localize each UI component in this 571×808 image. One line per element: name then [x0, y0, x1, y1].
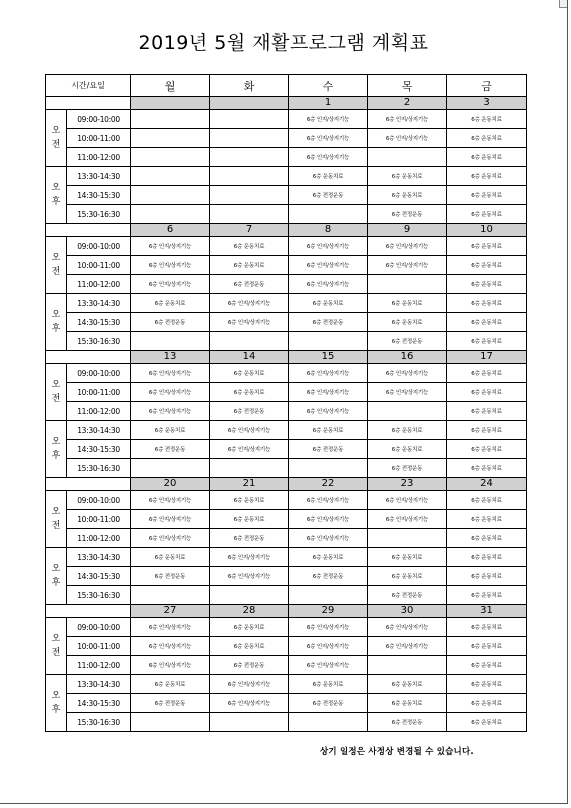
program-cell: 6층 운동치료 [289, 675, 368, 694]
program-cell: 6층 운동치료 [210, 510, 289, 529]
program-cell: 6층 전정운동 [368, 332, 447, 351]
date-cell: 27 [131, 605, 210, 618]
time-slot-row [46, 421, 527, 440]
pm-text: 오후 [51, 564, 61, 588]
program-cell [131, 148, 210, 167]
time-slot-row [46, 567, 527, 586]
program-cell: 6층 인지/상지기능 [131, 275, 210, 294]
date-cell: 16 [368, 351, 447, 364]
program-cell: 6층 인지/상지기능 [210, 421, 289, 440]
program-cell: 6층 인지/상지기능 [368, 491, 447, 510]
header-day: 화 [210, 75, 289, 97]
am-label [46, 364, 67, 421]
date-row-spacer [46, 351, 131, 364]
program-cell [368, 402, 447, 421]
program-cell: 6층 운동치료 [447, 294, 527, 313]
program-cell: 6층 운동치료 [368, 440, 447, 459]
header-row [46, 75, 527, 97]
time-slot-row [46, 256, 527, 275]
program-cell [210, 148, 289, 167]
time-label: 15:30-16:30 [67, 205, 131, 224]
time-slot-row [46, 383, 527, 402]
program-cell [131, 586, 210, 605]
date-cell: 2 [368, 97, 447, 110]
program-cell: 6층 운동치료 [131, 675, 210, 694]
date-row-spacer [46, 478, 131, 491]
program-cell: 6층 운동치료 [210, 491, 289, 510]
program-cell: 6층 운동치료 [131, 294, 210, 313]
date-cell: 30 [368, 605, 447, 618]
program-cell: 6층 인지/상지기능 [210, 694, 289, 713]
time-slot-row [46, 205, 527, 224]
program-cell: 6층 인지/상지기능 [210, 567, 289, 586]
time-label: 14:30-15:30 [67, 186, 131, 205]
time-slot-row [46, 313, 527, 332]
program-cell: 6층 운동치료 [368, 548, 447, 567]
program-cell: 6층 운동치료 [447, 364, 527, 383]
week-date-row [46, 605, 527, 618]
program-cell [289, 205, 368, 224]
am-text: 오전 [51, 253, 61, 277]
time-slot-row [46, 294, 527, 313]
date-cell: 9 [368, 224, 447, 237]
time-label: 10:00-11:00 [67, 510, 131, 529]
time-label: 10:00-11:00 [67, 637, 131, 656]
program-cell: 6층 운동치료 [447, 383, 527, 402]
program-cell: 6층 인지/상지기능 [131, 237, 210, 256]
time-slot-row [46, 548, 527, 567]
am-label [46, 237, 67, 294]
program-cell: 6층 인지/상지기능 [368, 129, 447, 148]
program-cell: 6층 전정운동 [131, 313, 210, 332]
date-cell: 17 [447, 351, 527, 364]
program-cell: 6층 운동치료 [368, 567, 447, 586]
program-cell: 6층 운동치료 [447, 694, 527, 713]
time-slot-row [46, 656, 527, 675]
program-cell: 6층 인지/상지기능 [131, 364, 210, 383]
program-cell: 6층 인지/상지기능 [289, 383, 368, 402]
program-cell: 6층 운동치료 [368, 186, 447, 205]
program-cell: 6층 운동치료 [447, 256, 527, 275]
time-slot-row [46, 110, 527, 129]
program-cell: 6층 운동치료 [447, 129, 527, 148]
program-cell: 6층 운동치료 [368, 294, 447, 313]
schedule-body [46, 97, 527, 732]
time-label: 14:30-15:30 [67, 313, 131, 332]
program-cell: 6층 인지/상지기능 [131, 383, 210, 402]
time-slot-row [46, 167, 527, 186]
time-label: 09:00-10:00 [67, 491, 131, 510]
program-cell [210, 129, 289, 148]
program-cell: 6층 운동치료 [131, 548, 210, 567]
time-label: 14:30-15:30 [67, 440, 131, 459]
program-cell: 6층 인지/상지기능 [289, 491, 368, 510]
header-day: 금 [447, 75, 527, 97]
program-cell [210, 586, 289, 605]
date-row-spacer [46, 605, 131, 618]
time-slot-row [46, 713, 527, 732]
program-cell: 6층 운동치료 [289, 548, 368, 567]
pm-text: 오후 [51, 310, 61, 334]
week-date-row [46, 224, 527, 237]
program-cell: 6층 인지/상지기능 [368, 383, 447, 402]
program-cell [368, 656, 447, 675]
time-label: 14:30-15:30 [67, 694, 131, 713]
program-cell: 6층 운동치료 [447, 313, 527, 332]
program-cell: 6층 전정운동 [368, 586, 447, 605]
program-cell: 6층 운동치료 [447, 548, 527, 567]
time-label: 10:00-11:00 [67, 256, 131, 275]
program-cell: 6층 인지/상지기능 [289, 148, 368, 167]
date-cell: 21 [210, 478, 289, 491]
program-cell: 6층 전정운동 [289, 694, 368, 713]
program-cell [289, 332, 368, 351]
program-cell: 6층 인지/상지기능 [368, 637, 447, 656]
time-slot-row [46, 186, 527, 205]
program-cell: 6층 인지/상지기능 [289, 618, 368, 637]
pm-label [46, 294, 67, 351]
schedule-table [45, 74, 527, 732]
program-cell: 6층 운동치료 [210, 364, 289, 383]
date-cell: 22 [289, 478, 368, 491]
header-corner: 시간/요일 [46, 75, 131, 97]
program-cell: 6층 운동치료 [447, 675, 527, 694]
program-cell: 6층 인지/상지기능 [131, 618, 210, 637]
time-label: 10:00-11:00 [67, 129, 131, 148]
program-cell [131, 332, 210, 351]
page-title: 2019년 5월 재활프로그램 계획표 [138, 32, 429, 54]
program-cell [131, 110, 210, 129]
program-cell [210, 713, 289, 732]
program-cell: 6층 운동치료 [447, 586, 527, 605]
program-cell: 6층 인지/상지기능 [368, 237, 447, 256]
program-cell [131, 205, 210, 224]
program-cell: 6층 전정운동 [368, 713, 447, 732]
program-cell: 6층 전정운동 [210, 529, 289, 548]
time-label: 13:30-14:30 [67, 167, 131, 186]
program-cell [131, 186, 210, 205]
date-cell: 24 [447, 478, 527, 491]
time-label: 13:30-14:30 [67, 675, 131, 694]
date-cell: 23 [368, 478, 447, 491]
time-label: 09:00-10:00 [67, 110, 131, 129]
program-cell: 6층 운동치료 [447, 618, 527, 637]
program-cell: 6층 운동치료 [447, 567, 527, 586]
header-day: 목 [368, 75, 447, 97]
program-cell: 6층 인지/상지기능 [131, 529, 210, 548]
program-cell: 6층 운동치료 [447, 421, 527, 440]
program-cell: 6층 전정운동 [289, 313, 368, 332]
program-cell: 6층 운동치료 [289, 421, 368, 440]
time-slot-row [46, 275, 527, 294]
program-cell [368, 529, 447, 548]
program-cell: 6층 인지/상지기능 [131, 402, 210, 421]
am-text: 오전 [51, 126, 61, 150]
date-cell [210, 97, 289, 110]
week-date-row [46, 97, 527, 110]
program-cell: 6층 운동치료 [210, 256, 289, 275]
program-cell: 6층 인지/상지기능 [289, 656, 368, 675]
program-cell: 6층 인지/상지기능 [210, 548, 289, 567]
program-cell: 6층 운동치료 [447, 186, 527, 205]
am-label [46, 618, 67, 675]
time-slot-row [46, 402, 527, 421]
time-slot-row [46, 694, 527, 713]
program-cell: 6층 전정운동 [368, 205, 447, 224]
program-cell: 6층 인지/상지기능 [289, 637, 368, 656]
program-cell: 6층 운동치료 [447, 237, 527, 256]
program-cell: 6층 운동치료 [368, 167, 447, 186]
time-label: 09:00-10:00 [67, 618, 131, 637]
date-cell: 20 [131, 478, 210, 491]
program-cell: 6층 운동치료 [447, 440, 527, 459]
pm-label [46, 421, 67, 478]
time-label: 15:30-16:30 [67, 459, 131, 478]
date-cell: 14 [210, 351, 289, 364]
time-slot-row [46, 491, 527, 510]
program-cell: 6층 운동치료 [289, 294, 368, 313]
pm-text: 오후 [51, 691, 61, 715]
time-label: 11:00-12:00 [67, 275, 131, 294]
program-cell: 6층 인지/상지기능 [131, 510, 210, 529]
program-cell: 6층 인지/상지기능 [368, 618, 447, 637]
time-slot-row [46, 637, 527, 656]
program-cell: 6층 인지/상지기능 [289, 129, 368, 148]
time-slot-row [46, 148, 527, 167]
time-slot-row [46, 237, 527, 256]
program-cell: 6층 운동치료 [447, 205, 527, 224]
time-slot-row [46, 510, 527, 529]
program-cell: 6층 전정운동 [131, 694, 210, 713]
program-cell [131, 167, 210, 186]
program-cell: 6층 인지/상지기능 [210, 313, 289, 332]
program-cell [210, 332, 289, 351]
footer-note: 상기 일정은 사정상 변경될 수 있습니다. [320, 747, 474, 757]
program-cell: 6층 인지/상지기능 [368, 256, 447, 275]
pm-label [46, 548, 67, 605]
program-cell [131, 129, 210, 148]
time-slot-row [46, 586, 527, 605]
program-cell [289, 459, 368, 478]
program-cell: 6층 운동치료 [289, 167, 368, 186]
program-cell: 6층 전정운동 [289, 567, 368, 586]
time-label: 13:30-14:30 [67, 548, 131, 567]
date-cell: 7 [210, 224, 289, 237]
date-cell: 15 [289, 351, 368, 364]
program-cell: 6층 인지/상지기능 [210, 440, 289, 459]
time-slot-row [46, 129, 527, 148]
time-label: 13:30-14:30 [67, 421, 131, 440]
am-text: 오전 [51, 380, 61, 404]
program-cell: 6층 운동치료 [447, 148, 527, 167]
header-day: 수 [289, 75, 368, 97]
program-cell [210, 459, 289, 478]
program-cell: 6층 운동치료 [447, 275, 527, 294]
am-label [46, 491, 67, 548]
time-label: 11:00-12:00 [67, 402, 131, 421]
program-cell: 6층 운동치료 [447, 459, 527, 478]
program-cell: 6층 운동치료 [447, 637, 527, 656]
time-slot-row [46, 332, 527, 351]
program-cell: 6층 운동치료 [210, 383, 289, 402]
am-text: 오전 [51, 634, 61, 658]
program-cell: 6층 운동치료 [447, 510, 527, 529]
program-cell: 6층 운동치료 [368, 313, 447, 332]
program-cell: 6층 운동치료 [210, 237, 289, 256]
date-cell [131, 97, 210, 110]
program-cell: 6층 전정운동 [289, 186, 368, 205]
date-row-spacer [46, 224, 131, 237]
program-cell: 6층 운동치료 [210, 618, 289, 637]
program-cell: 6층 전정운동 [131, 567, 210, 586]
program-cell [289, 713, 368, 732]
pm-text: 오후 [51, 437, 61, 461]
program-cell: 6층 인지/상지기능 [289, 256, 368, 275]
time-label: 13:30-14:30 [67, 294, 131, 313]
time-label: 15:30-16:30 [67, 586, 131, 605]
program-cell: 6층 운동치료 [447, 332, 527, 351]
program-cell: 6층 인지/상지기능 [131, 256, 210, 275]
time-label: 15:30-16:30 [67, 332, 131, 351]
program-cell [131, 713, 210, 732]
time-label: 11:00-12:00 [67, 148, 131, 167]
time-slot-row [46, 459, 527, 478]
program-cell: 6층 인지/상지기능 [210, 294, 289, 313]
program-cell [368, 148, 447, 167]
program-cell: 6층 전정운동 [210, 656, 289, 675]
program-cell: 6층 인지/상지기능 [368, 364, 447, 383]
header-day: 월 [131, 75, 210, 97]
program-cell: 6층 운동치료 [131, 421, 210, 440]
program-cell: 6층 인지/상지기능 [289, 402, 368, 421]
pm-text: 오후 [51, 183, 61, 207]
program-cell: 6층 인지/상지기능 [131, 491, 210, 510]
week-date-row [46, 478, 527, 491]
pm-label [46, 675, 67, 732]
program-cell: 6층 인지/상지기능 [289, 364, 368, 383]
program-cell: 6층 운동치료 [447, 529, 527, 548]
time-slot-row [46, 675, 527, 694]
program-cell: 6층 운동치료 [447, 713, 527, 732]
time-label: 11:00-12:00 [67, 656, 131, 675]
date-cell: 31 [447, 605, 527, 618]
date-cell: 1 [289, 97, 368, 110]
am-label [46, 110, 67, 167]
program-cell: 6층 인지/상지기능 [289, 237, 368, 256]
program-cell: 6층 운동치료 [447, 110, 527, 129]
date-cell: 13 [131, 351, 210, 364]
date-cell: 10 [447, 224, 527, 237]
am-text: 오전 [51, 507, 61, 531]
program-cell: 6층 운동치료 [368, 675, 447, 694]
program-cell [210, 167, 289, 186]
time-slot-row [46, 440, 527, 459]
program-cell: 6층 운동치료 [447, 167, 527, 186]
program-cell: 6층 운동치료 [368, 694, 447, 713]
program-cell: 6층 전정운동 [131, 440, 210, 459]
program-cell: 6층 운동치료 [447, 656, 527, 675]
program-cell [210, 186, 289, 205]
program-cell: 6층 운동치료 [447, 402, 527, 421]
program-cell: 6층 운동치료 [447, 491, 527, 510]
page-corner-marker [559, 0, 567, 8]
program-cell: 6층 인지/상지기능 [289, 529, 368, 548]
date-cell: 29 [289, 605, 368, 618]
program-cell: 6층 인지/상지기능 [368, 110, 447, 129]
week-date-row [46, 351, 527, 364]
program-cell [210, 110, 289, 129]
date-cell: 3 [447, 97, 527, 110]
time-slot-row [46, 529, 527, 548]
program-cell: 6층 인지/상지기능 [210, 675, 289, 694]
program-cell: 6층 전정운동 [210, 402, 289, 421]
program-cell: 6층 인지/상지기능 [289, 110, 368, 129]
program-cell: 6층 전정운동 [368, 459, 447, 478]
program-cell: 6층 전정운동 [210, 275, 289, 294]
pm-label [46, 167, 67, 224]
program-cell: 6층 전정운동 [289, 440, 368, 459]
time-slot-row [46, 364, 527, 383]
program-cell: 6층 인지/상지기능 [131, 656, 210, 675]
time-label: 09:00-10:00 [67, 364, 131, 383]
program-cell: 6층 운동치료 [210, 637, 289, 656]
time-label: 11:00-12:00 [67, 529, 131, 548]
program-cell [368, 275, 447, 294]
date-cell: 8 [289, 224, 368, 237]
date-cell: 6 [131, 224, 210, 237]
program-cell: 6층 인지/상지기능 [368, 510, 447, 529]
program-cell [210, 205, 289, 224]
program-cell: 6층 인지/상지기능 [289, 510, 368, 529]
program-cell: 6층 인지/상지기능 [289, 275, 368, 294]
program-cell [289, 586, 368, 605]
time-label: 14:30-15:30 [67, 567, 131, 586]
program-cell [131, 459, 210, 478]
time-slot-row [46, 618, 527, 637]
program-cell: 6층 운동치료 [368, 421, 447, 440]
date-row-spacer [46, 97, 131, 110]
time-label: 10:00-11:00 [67, 383, 131, 402]
date-cell: 28 [210, 605, 289, 618]
program-cell: 6층 인지/상지기능 [131, 637, 210, 656]
time-label: 15:30-16:30 [67, 713, 131, 732]
time-label: 09:00-10:00 [67, 237, 131, 256]
